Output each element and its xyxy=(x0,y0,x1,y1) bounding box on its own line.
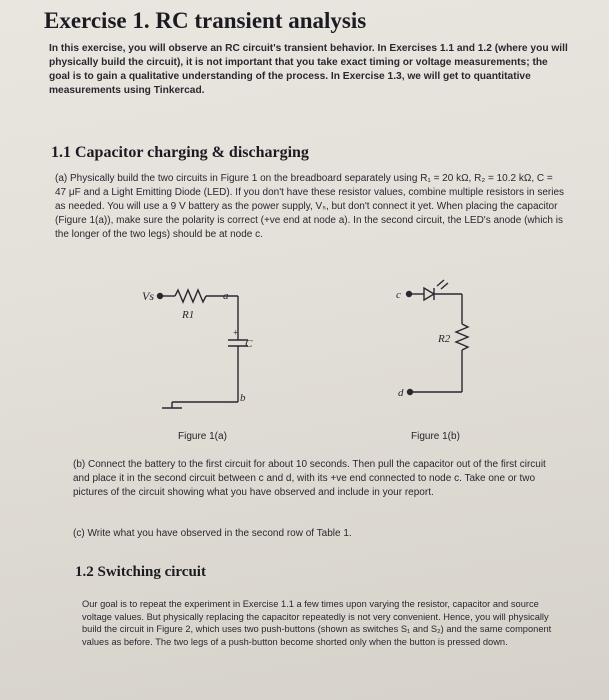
part-c-paragraph: (c) Write what you have observed in the second row of Table 1. xyxy=(73,528,352,539)
node-d-terminal xyxy=(408,390,413,395)
figure-1a-circuit xyxy=(158,290,249,408)
label-c-node: c xyxy=(396,289,401,301)
label-r1: R1 xyxy=(182,309,195,321)
intro-paragraph: In this exercise, you will observe an RC circuit's transient behavior. In Exercises 1.1 and 1.2 (where you will physically build the circuit), it is not important that you take exact timing or voltage measurements; the goal is to gain a qualitative understanding of the process. In Exercise 1.3, we will get to quantitative measurements using Tinkercad. xyxy=(49,43,568,96)
label-plus: + xyxy=(233,328,239,339)
figure-1b-caption: Figure 1(b) xyxy=(411,431,460,442)
part-a-paragraph: (a) Physically build the two circuits in Figure 1 on the breadboard separately using R₁ = 20 kΩ, R₂ = 10.2 kΩ, C = 47 μF and a Light Emitting Diode (LED). If you don't have these resistor values, combine multiple resistors in series as needed. You will use a 9 V battery as the power supply, Vₛ, but don't connect it yet. When placing the capacitor (Figure 1(a)), make sure the polarity is correct (+ve end at node a). In the second circuit, the LED's anode (which is the longer of the two legs) should be at node c. xyxy=(55,173,565,240)
label-b: b xyxy=(240,392,246,404)
section-1-1-heading: 1.1 Capacitor charging & discharging xyxy=(51,144,309,161)
r1-resistor-symbol xyxy=(175,290,206,302)
label-vs: Vs xyxy=(142,289,154,303)
label-r2: R2 xyxy=(438,333,451,345)
exercise-title: Exercise 1. RC transient analysis xyxy=(44,8,367,33)
label-d: d xyxy=(398,387,404,399)
r2-resistor-symbol xyxy=(456,324,468,350)
label-c-capacitor: C xyxy=(245,338,253,350)
vs-terminal xyxy=(158,294,163,299)
section-1-2-paragraph: Our goal is to repeat the experiment in Exercise 1.1 a few times upon varying the resistor, capacitor and source voltage values. But physically replacing the capacitor repeatedly is not very convenient. Hence, you will physically build the circuit in Figure 2, which uses two push-buttons (shown as switches S₁ and S₂) and the same component values as before. The two legs of a push-button become shorted only when the button is pressed down. xyxy=(82,599,552,647)
label-a: a xyxy=(223,290,229,302)
part-b-paragraph: (b) Connect the battery to the first circuit for about 10 seconds. Then pull the capacitor out of the first circuit and place it in the second circuit between c and d, with its +ve end connected to node c. Take one or two pictures of the circuit showing what you have observed and include in your report. xyxy=(73,459,546,498)
led-symbol xyxy=(424,288,434,300)
figure-1-circuits xyxy=(120,278,520,418)
figure-1a-caption: Figure 1(a) xyxy=(178,431,227,442)
node-c-terminal xyxy=(407,292,412,297)
section-1-2-heading: 1.2 Switching circuit xyxy=(75,564,206,580)
